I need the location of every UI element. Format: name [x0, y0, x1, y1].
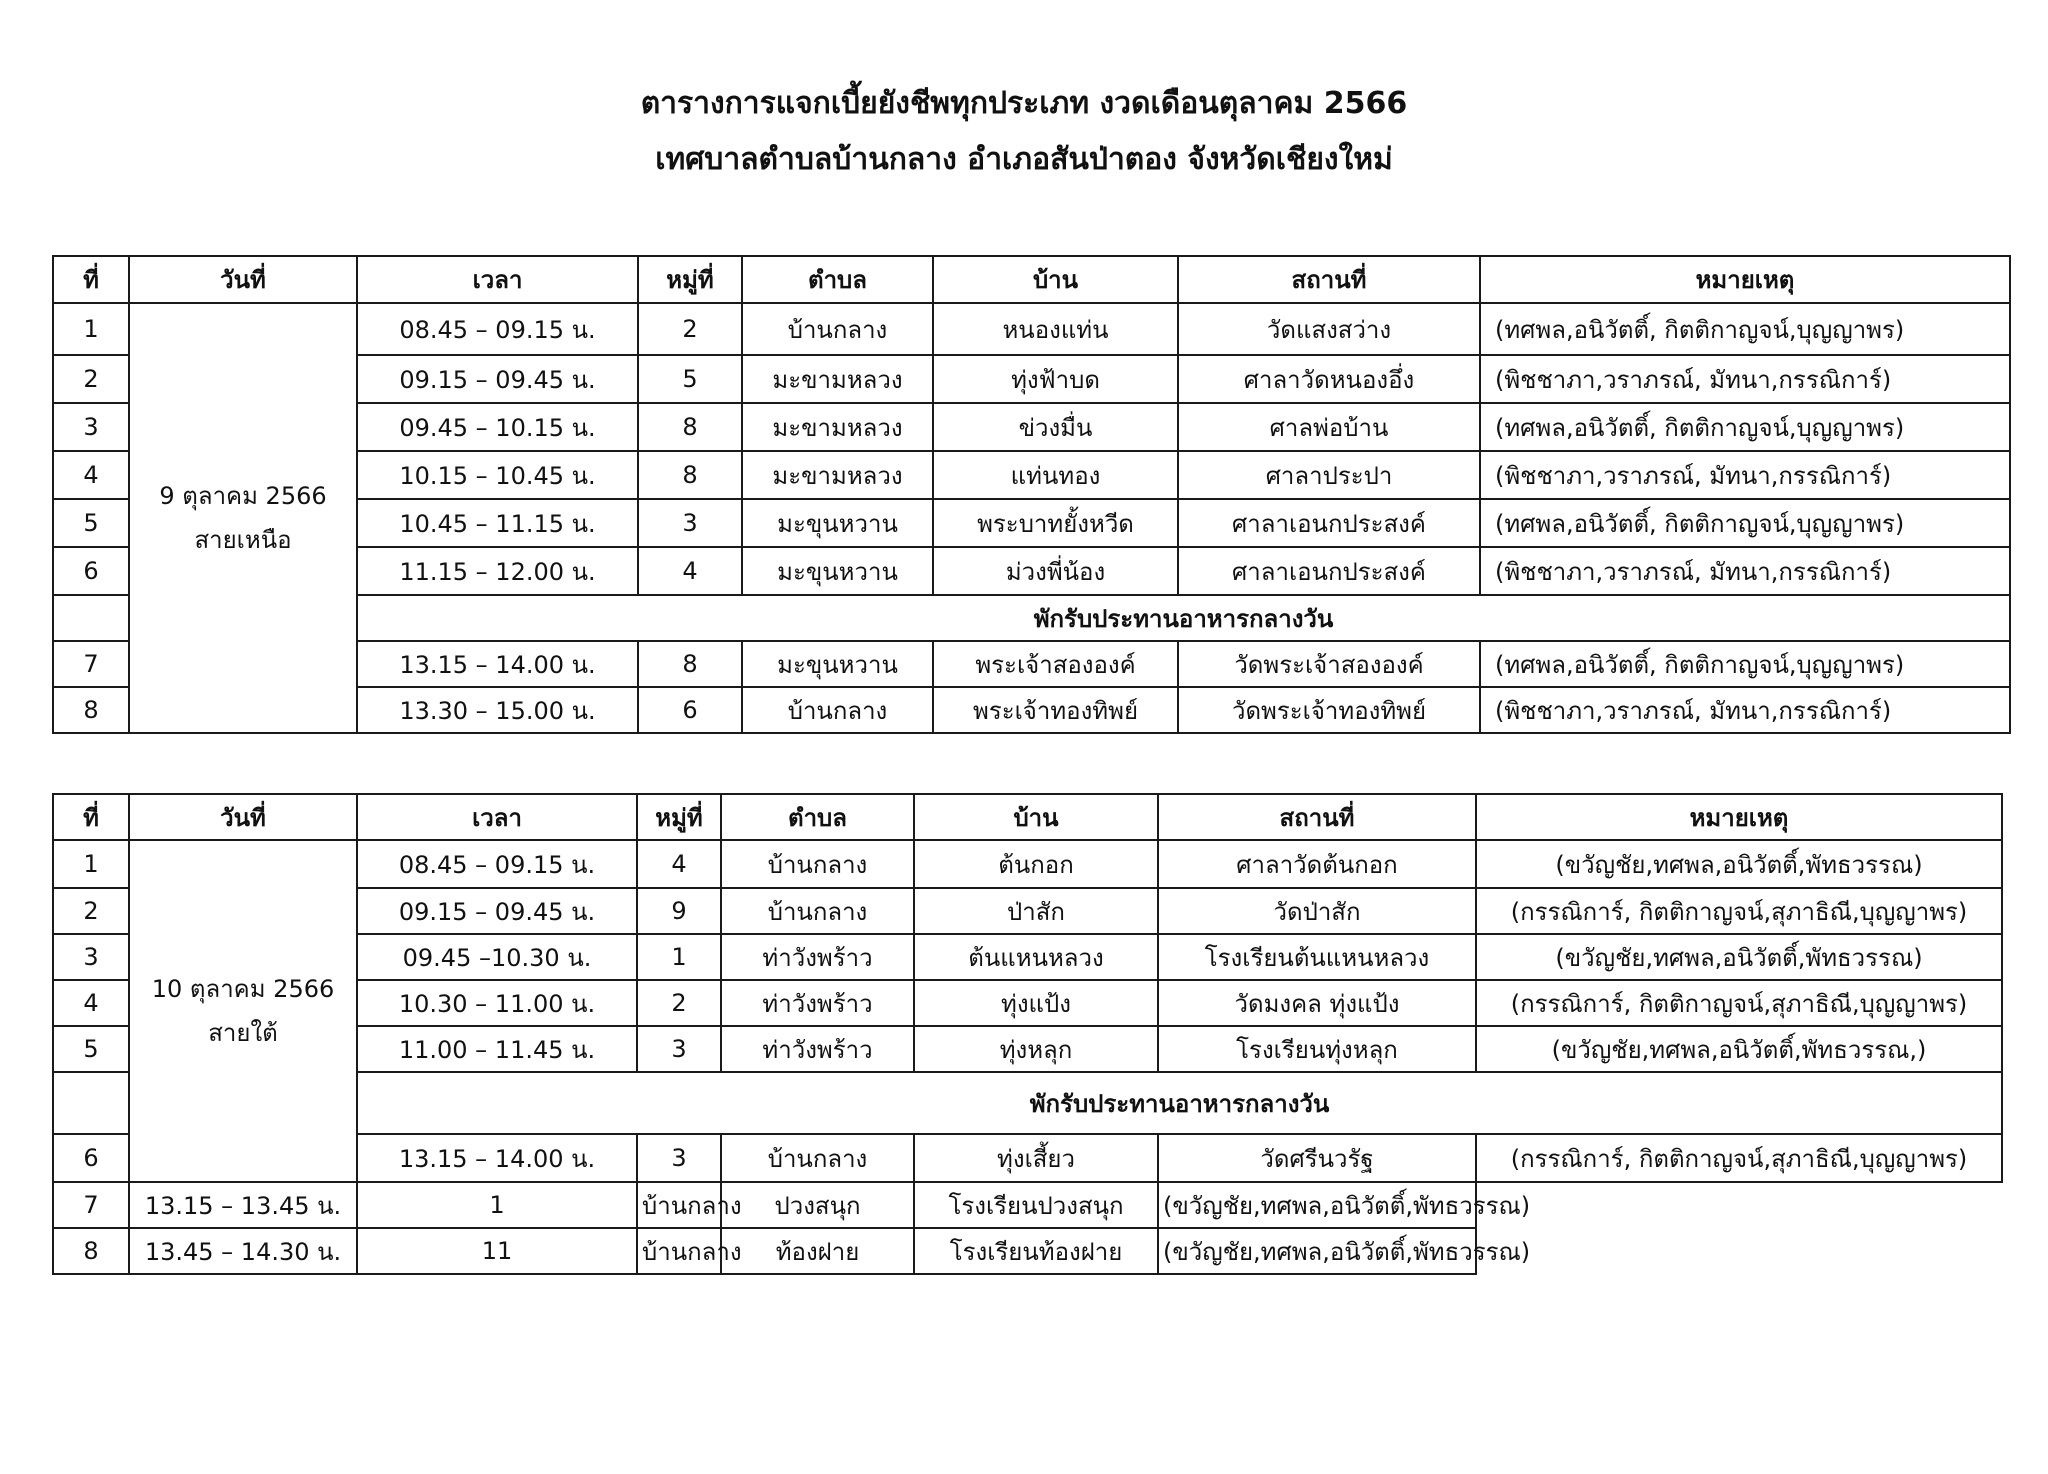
cell-time: 11.15 – 12.00 น.	[357, 547, 638, 595]
cell-remark: (พิชชาภา,วราภรณ์, มัทนา,กรรณิการ์)	[1480, 687, 2010, 733]
cell-moo: 2	[638, 303, 742, 355]
cell-tambon: บ้านกลาง	[721, 1134, 914, 1182]
route-text: สายใต้	[208, 1019, 278, 1047]
cell-time: 13.15 – 14.00 น.	[357, 641, 638, 687]
cell-no: 6	[53, 547, 129, 595]
cell-village: ต้นแหนหลวง	[914, 934, 1158, 980]
cell-remark: (ขวัญชัย,ทศพล,อนิวัตติ์,พัทธวรรณ)	[1158, 1228, 1476, 1274]
cell-tambon: บ้านกลาง	[742, 687, 933, 733]
header-place: สถานที่	[1178, 256, 1480, 303]
document-title-line2: เทศบาลตำบลบ้านกลาง อำเภอสันป่าตอง จังหวัดเชียงใหม่	[655, 142, 1393, 177]
cell-time: 08.45 – 09.15 น.	[357, 303, 638, 355]
cell-village: ทุ่งเสี้ยว	[914, 1134, 1158, 1182]
cell-remark: (กรรณิการ์, กิตติกาญจน์,สุภาธิณี,บุญญาพร)	[1476, 888, 2002, 934]
date-text: 9 ตุลาคม 2566	[159, 482, 327, 510]
cell-tambon: มะขามหลวง	[742, 355, 933, 403]
cell-tambon: ท่าวังพร้าว	[721, 934, 914, 980]
cell-time: 11.00 – 11.45 น.	[357, 1026, 637, 1072]
cell-time: 09.45 – 10.15 น.	[357, 403, 638, 451]
schedule-table-south	[52, 793, 2003, 1275]
cell-village: ต้นกอก	[914, 840, 1158, 888]
lunch-break-label: พักรับประทานอาหารกลางวัน	[357, 1072, 2002, 1134]
cell-no: 5	[53, 499, 129, 547]
cell-remark: (ทศพล,อนิวัตติ์, กิตติกาญจน์,บุญญาพร)	[1480, 303, 2010, 355]
table-row	[53, 840, 2002, 888]
cell-village: พระเจ้าทองทิพย์	[933, 687, 1178, 733]
cell-place: ศาลาวัดต้นกอก	[1158, 840, 1476, 888]
cell-moo: 3	[637, 1026, 721, 1072]
cell-tambon: มะขุนหวาน	[742, 499, 933, 547]
cell-time: 09.15 – 09.45 น.	[357, 355, 638, 403]
cell-village: ข่วงมื่น	[933, 403, 1178, 451]
cell-time: 13.45 – 14.30 น.	[129, 1228, 357, 1274]
cell-remark: (ขวัญชัย,ทศพล,อนิวัตติ์,พัทธวรรณ)	[1158, 1182, 1476, 1228]
cell-remark: (ทศพล,อนิวัตติ์, กิตติกาญจน์,บุญญาพร)	[1480, 403, 2010, 451]
cell-village: ป่าสัก	[914, 888, 1158, 934]
cell-village: พระเจ้าสององค์	[933, 641, 1178, 687]
cell-tambon: มะขามหลวง	[742, 451, 933, 499]
table-row	[53, 1182, 2002, 1228]
cell-place: โรงเรียนทุ่งหลุก	[1158, 1026, 1476, 1072]
cell-time: 13.15 – 14.00 น.	[357, 1134, 637, 1182]
cell-place: วัดศรีนวรัฐ	[1158, 1134, 1476, 1182]
cell-moo: 6	[638, 687, 742, 733]
cell-no: 8	[53, 1228, 129, 1274]
cell-remark: (ขวัญชัย,ทศพล,อนิวัตติ์,พัทธวรรณ)	[1476, 840, 2002, 888]
cell-place: ศาลาเอนกประสงค์	[1178, 547, 1480, 595]
cell-remark: (ทศพล,อนิวัตติ์, กิตติกาญจน์,บุญญาพร)	[1480, 499, 2010, 547]
cell-moo: 3	[638, 499, 742, 547]
cell-no: 1	[53, 303, 129, 355]
header-moo: หมู่ที่	[637, 794, 721, 840]
cell-tambon: มะขุนหวาน	[742, 641, 933, 687]
document-title-line1: ตารางการแจกเบี้ยยังชีพทุกประเภท งวดเดือนตุลาคม 2566	[640, 86, 1408, 121]
cell-remark: (กรรณิการ์, กิตติกาญจน์,สุภาธิณี,บุญญาพร)	[1476, 1134, 2002, 1182]
cell-place: วัดพระเจ้าทองทิพย์	[1178, 687, 1480, 733]
cell-village: แท่นทอง	[933, 451, 1178, 499]
cell-place: โรงเรียนต้นแหนหลวง	[1158, 934, 1476, 980]
date-cell	[129, 303, 357, 733]
cell-remark: (กรรณิการ์, กิตติกาญจน์,สุภาธิณี,บุญญาพร)	[1476, 980, 2002, 1026]
cell-no: 6	[53, 1134, 129, 1182]
cell-place: วัดป่าสัก	[1158, 888, 1476, 934]
cell-village: ทุ่งฟ้าบด	[933, 355, 1178, 403]
cell-moo: 1	[637, 934, 721, 980]
table-row	[53, 1228, 2002, 1274]
header-village: บ้าน	[933, 256, 1178, 303]
cell-moo: 8	[638, 403, 742, 451]
cell-remark: (พิชชาภา,วราภรณ์, มัทนา,กรรณิการ์)	[1480, 451, 2010, 499]
cell-place: วัดพระเจ้าสององค์	[1178, 641, 1480, 687]
cell-tambon: มะขุนหวาน	[742, 547, 933, 595]
table-row	[53, 303, 2010, 355]
cell-time: 13.15 – 13.45 น.	[129, 1182, 357, 1228]
cell-village: พระบาทยั้งหวีด	[933, 499, 1178, 547]
cell-place: โรงเรียนปวงสนุก	[914, 1182, 1158, 1228]
cell-time: 09.45 –10.30 น.	[357, 934, 637, 980]
cell-place: ศาลาวัดหนองอึ่ง	[1178, 355, 1480, 403]
cell-moo: 8	[638, 451, 742, 499]
schedule-table-north	[52, 255, 2011, 734]
cell-remark: (พิชชาภา,วราภรณ์, มัทนา,กรรณิการ์)	[1480, 355, 2010, 403]
cell-no: 3	[53, 403, 129, 451]
header-tambon: ตำบล	[721, 794, 914, 840]
cell-moo: 5	[638, 355, 742, 403]
cell-village: ทุ่งหลุก	[914, 1026, 1158, 1072]
header-time: เวลา	[357, 256, 638, 303]
cell-time: 09.15 – 09.45 น.	[357, 888, 637, 934]
cell-moo: 3	[637, 1134, 721, 1182]
cell-tambon: บ้านกลาง	[721, 888, 914, 934]
header-no: ที่	[53, 256, 129, 303]
cell-moo: 1	[357, 1182, 637, 1228]
header-remark: หมายเหตุ	[1476, 794, 2002, 840]
header-tambon: ตำบล	[742, 256, 933, 303]
cell-moo: 8	[638, 641, 742, 687]
cell-time: 10.45 – 11.15 น.	[357, 499, 638, 547]
cell-place: วัดแสงสว่าง	[1178, 303, 1480, 355]
cell-tambon: มะขามหลวง	[742, 403, 933, 451]
table-header-row	[53, 794, 2002, 840]
table-header-row	[53, 256, 2010, 303]
cell-village: หนองแท่น	[933, 303, 1178, 355]
cell-place: โรงเรียนท้องฝาย	[914, 1228, 1158, 1274]
cell-tambon: ท่าวังพร้าว	[721, 1026, 914, 1072]
cell-village: ม่วงพี่น้อง	[933, 547, 1178, 595]
cell-time: 10.15 – 10.45 น.	[357, 451, 638, 499]
cell-no: 4	[53, 980, 129, 1026]
cell-tambon: บ้านกลาง	[637, 1182, 721, 1228]
cell-no: 8	[53, 687, 129, 733]
header-village: บ้าน	[914, 794, 1158, 840]
cell-village: ท้องฝาย	[721, 1228, 914, 1274]
cell-no: 3	[53, 934, 129, 980]
cell-tambon: บ้านกลาง	[721, 840, 914, 888]
route-text: สายเหนือ	[194, 526, 292, 554]
cell-no: 7	[53, 1182, 129, 1228]
cell-moo: 4	[638, 547, 742, 595]
cell-place: ศาลพ่อบ้าน	[1178, 403, 1480, 451]
date-text: 10 ตุลาคม 2566	[151, 975, 335, 1003]
header-time: เวลา	[357, 794, 637, 840]
cell-place: ศาลาเอนกประสงค์	[1178, 499, 1480, 547]
cell-village: ทุ่งแป้ง	[914, 980, 1158, 1026]
cell-no: 5	[53, 1026, 129, 1072]
header-date: วันที่	[129, 256, 357, 303]
cell-time: 10.30 – 11.00 น.	[357, 980, 637, 1026]
cell-remark: (ทศพล,อนิวัตติ์, กิตติกาญจน์,บุญญาพร)	[1480, 641, 2010, 687]
cell-tambon: บ้านกลาง	[637, 1228, 721, 1274]
cell-no: 7	[53, 641, 129, 687]
cell-moo: 4	[637, 840, 721, 888]
cell-no-empty	[53, 1072, 129, 1134]
header-remark: หมายเหตุ	[1480, 256, 2010, 303]
cell-no: 2	[53, 888, 129, 934]
cell-remark: (ขวัญชัย,ทศพล,อนิวัตติ์,พัทธวรรณ,)	[1476, 1026, 2002, 1072]
cell-moo: 2	[637, 980, 721, 1026]
cell-time: 13.30 – 15.00 น.	[357, 687, 638, 733]
cell-place: ศาลาประปา	[1178, 451, 1480, 499]
header-no: ที่	[53, 794, 129, 840]
cell-remark: (ขวัญชัย,ทศพล,อนิวัตติ์,พัทธวรรณ)	[1476, 934, 2002, 980]
date-cell	[129, 840, 357, 1182]
cell-no-empty	[53, 595, 129, 641]
header-moo: หมู่ที่	[638, 256, 742, 303]
cell-no: 1	[53, 840, 129, 888]
cell-moo: 9	[637, 888, 721, 934]
lunch-break-label: พักรับประทานอาหารกลางวัน	[357, 595, 2010, 641]
header-place: สถานที่	[1158, 794, 1476, 840]
cell-remark: (พิชชาภา,วราภรณ์, มัทนา,กรรณิการ์)	[1480, 547, 2010, 595]
cell-place: วัดมงคล ทุ่งแป้ง	[1158, 980, 1476, 1026]
cell-village: ปวงสนุก	[721, 1182, 914, 1228]
cell-no: 2	[53, 355, 129, 403]
cell-no: 4	[53, 451, 129, 499]
cell-moo: 11	[357, 1228, 637, 1274]
cell-time: 08.45 – 09.15 น.	[357, 840, 637, 888]
cell-tambon: ท่าวังพร้าว	[721, 980, 914, 1026]
header-date: วันที่	[129, 794, 357, 840]
cell-tambon: บ้านกลาง	[742, 303, 933, 355]
